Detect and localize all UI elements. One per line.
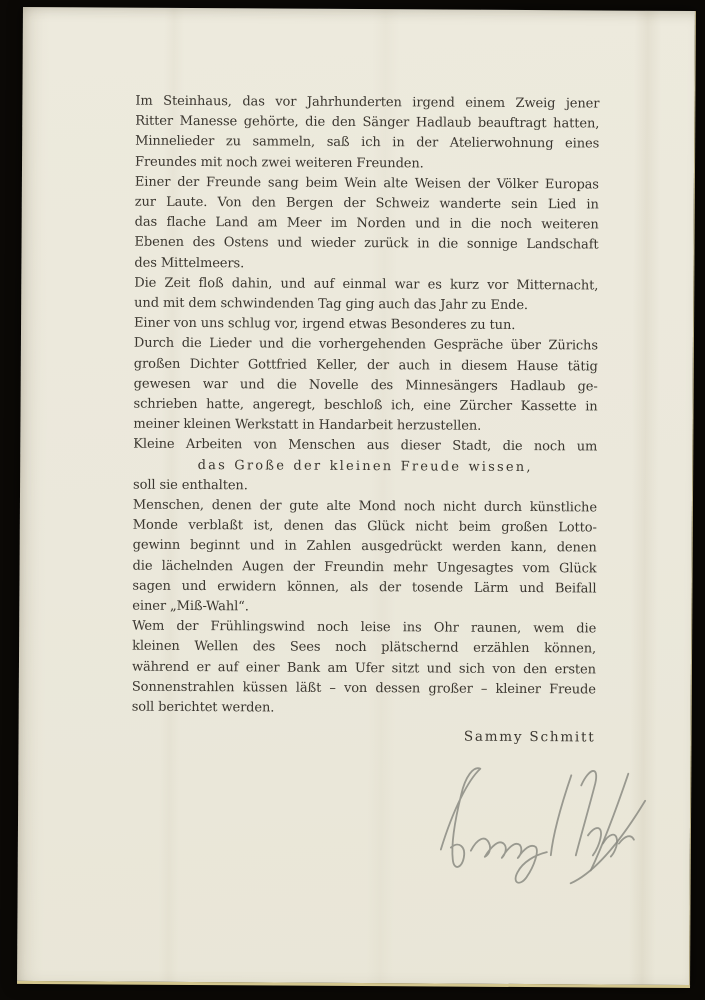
document-page (17, 7, 696, 988)
text-line: Minnelieder zu sammeln, saß ich in der Atelierwohnung eines (135, 134, 600, 152)
text-line: Durch die Lieder und die vorhergehenden Gespräche über Zürichs (133, 336, 598, 354)
body-text (132, 92, 600, 721)
text-line: Die Zeit floß dahin, und auf einmal war es kurz vor Mitternacht, (134, 275, 599, 294)
text-line: gewesen war und die Novelle des Minnesängers Hadlaub ge- (133, 376, 598, 395)
text-line: schrieben hatte, angeregt, beschloß ich, eine Zürcher Kassette in (133, 396, 598, 415)
text-line: kleinen Wellen des Sees noch plätschernd erzählen können, (132, 639, 597, 657)
text-line: das Große der kleinen Freude wissen, (197, 457, 533, 475)
text-line: sagen und erwidern können, als der tosende Lärm und Beifall (132, 578, 597, 597)
text-line: großen Dichter Gottfried Keller, der auch in diesem Hause tätig (133, 356, 598, 375)
text-line: während er auf einer Bank am Ufer sitzt und sich von den ersten (131, 659, 596, 678)
text-line: einer „Miß-Wahl“. (132, 598, 249, 615)
text-line: zur Laute. Von den Bergen der Schweiz wanderte sein Lied in (134, 194, 599, 213)
text-line: Im Steinhaus, das vor Jahrhunderten irgend einem Zweig jener (135, 93, 600, 112)
handwritten-signature (423, 754, 664, 900)
signature-drawing (423, 754, 664, 900)
text-line: soll sie enthalten. (133, 477, 248, 494)
text-line: die lächelnden Augen der Freundin mehr Ungesagtes vom Glück (132, 558, 597, 577)
text-line: meiner kleinen Werkstatt in Handarbeit herzustellen. (133, 416, 482, 435)
author-name: Sammy Schmitt (463, 728, 596, 746)
text-line: soll berichtet werden. (131, 699, 275, 716)
text-line: Einer von uns schlug vor, irgend etwas Besonderes zu tun. (134, 315, 516, 334)
text-line: Wem der Frühlingswind noch leise ins Ohr raunen, wem die (132, 618, 597, 637)
text-line: Monde verblaßt ist, denen das Glück nicht beim großen Lotto- (132, 517, 597, 536)
text-line: Ritter Manesse gehörte, die den Sänger Hadlaub beauftragt hatten, (135, 113, 600, 132)
text-line: Ebenen des Ostens und wieder zurück in die sonnige Landschaft (134, 235, 599, 253)
text-line: des Mittelmeers. (134, 255, 245, 271)
text-line: Menschen, denen der gute alte Mond noch nicht durch künstliche (132, 497, 597, 516)
text-line: gewinn beginnt und in Zahlen ausgedrückt werden kann, denen (132, 538, 597, 556)
text-line: und mit dem schwindenden Tag ging auch das Jahr zu Ende. (134, 295, 529, 314)
text-line: das flache Land am Meer im Norden und in die noch weiteren (134, 214, 599, 233)
text-line: Kleine Arbeiten von Menschen aus dieser Stadt, die noch um (133, 437, 598, 455)
text-line: Sonnenstrahlen küssen läßt – von dessen großer – kleiner Freude (131, 679, 596, 698)
text-line: Freundes mit noch zwei weiteren Freunden. (135, 154, 424, 172)
text-line: Einer der Freunde sang beim Wein alte Weisen der Völker Europas (134, 174, 599, 193)
